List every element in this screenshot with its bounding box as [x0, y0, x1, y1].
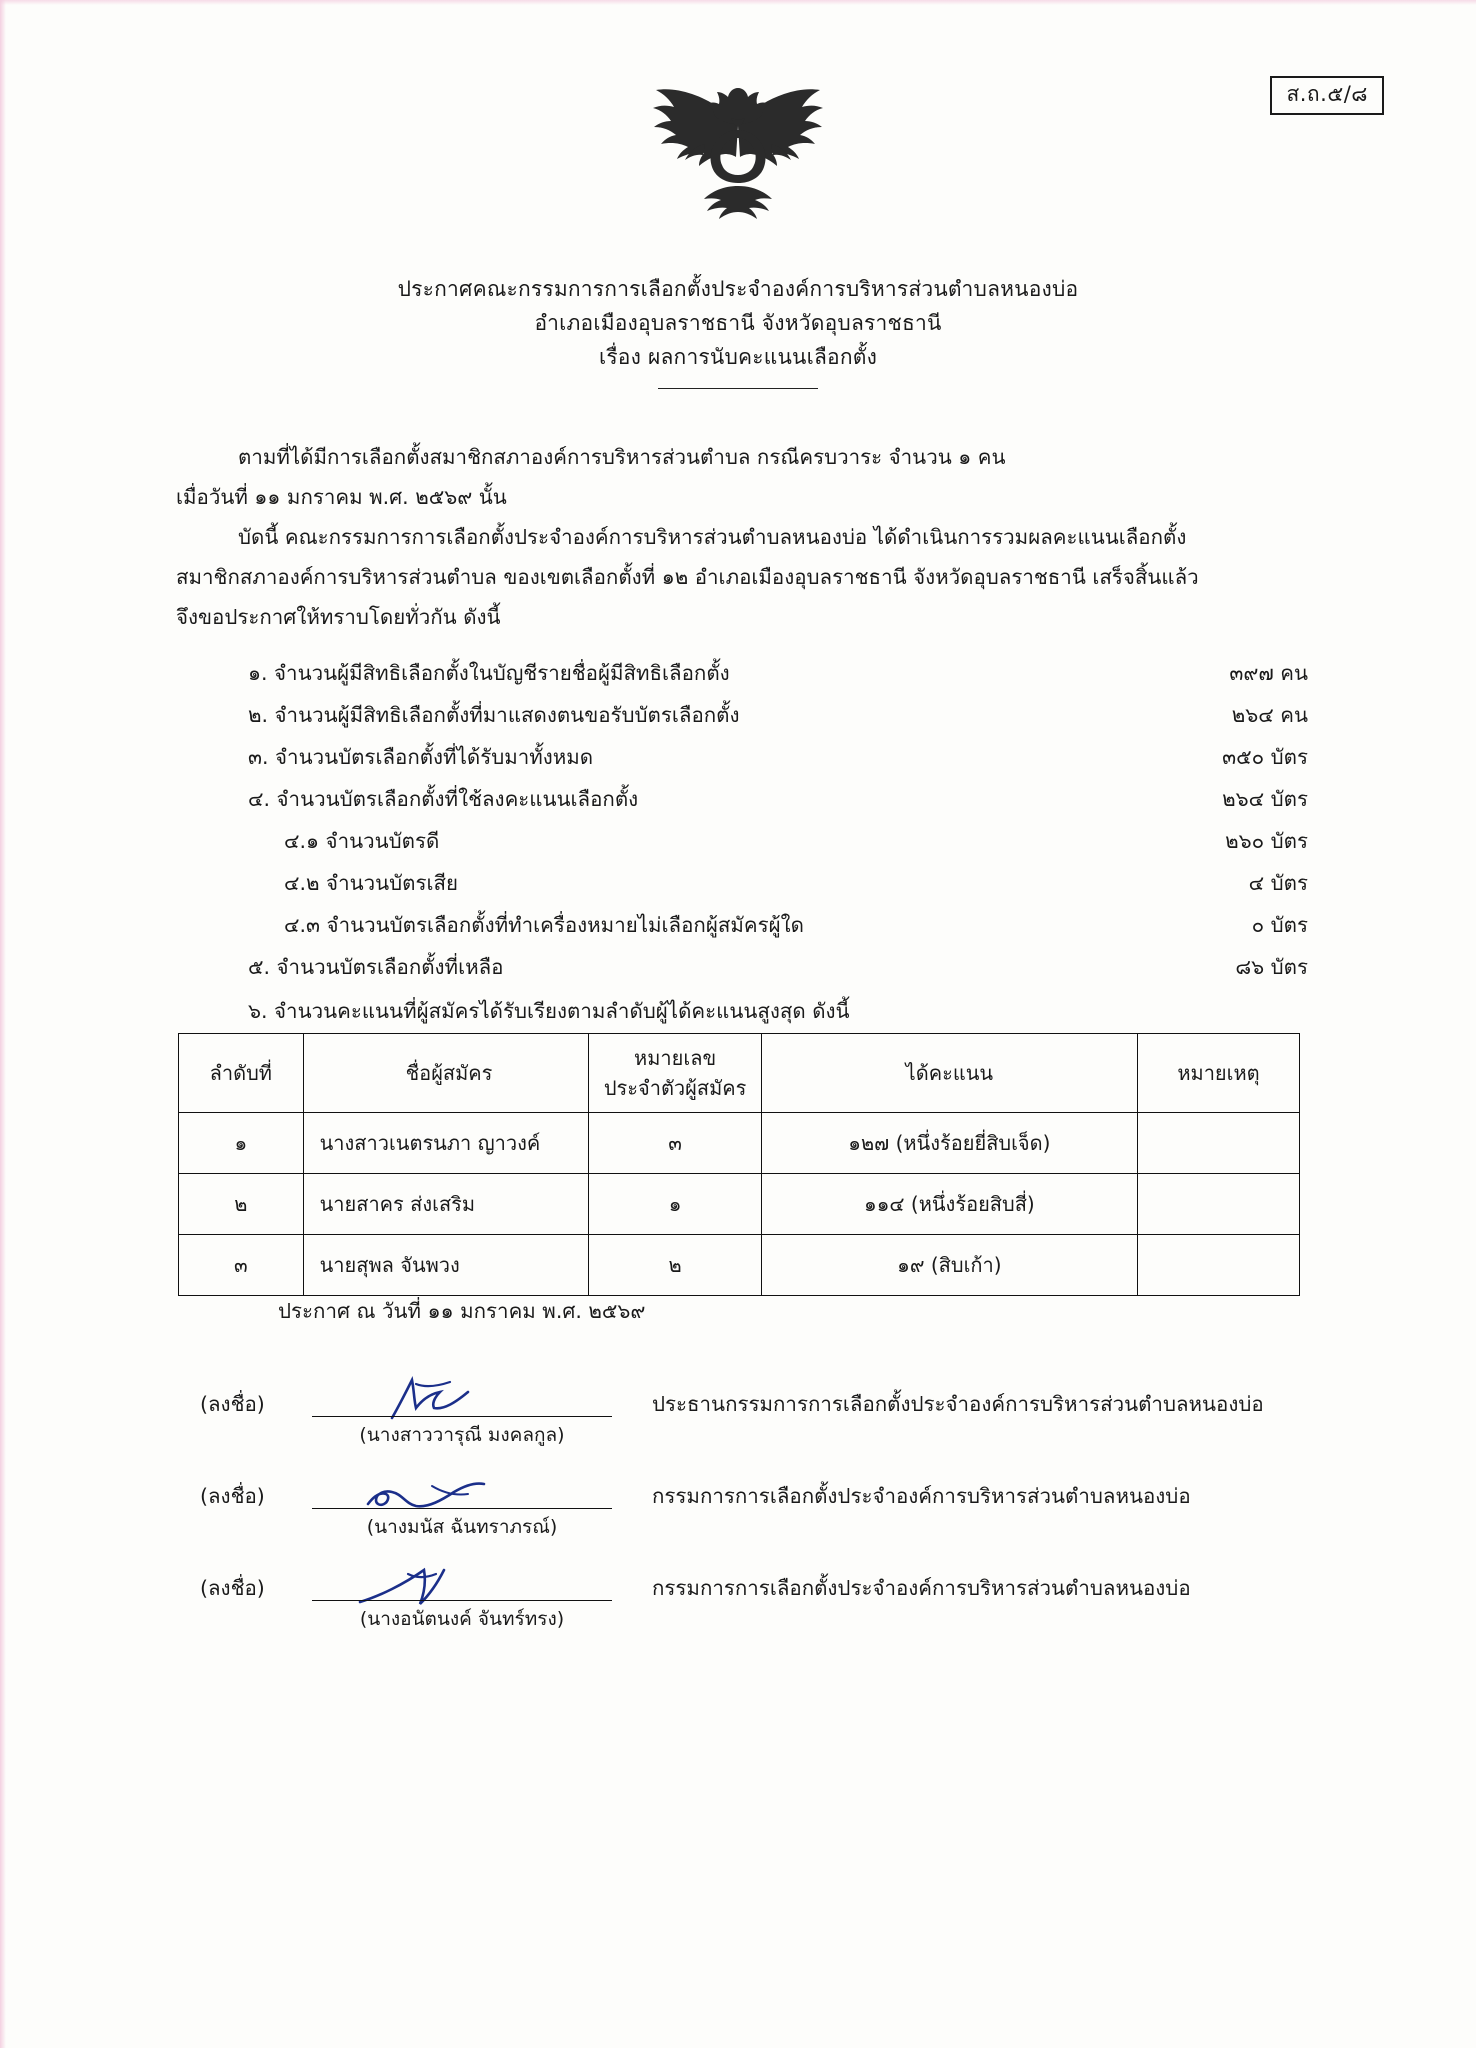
- list-item: [176, 820, 1326, 862]
- scan-edge-artifact-top: [0, 0, 1476, 5]
- cell-candidate-number: ๓: [589, 1113, 761, 1174]
- signature-row-3: [200, 1564, 1356, 1656]
- statistics-list: [176, 652, 1326, 1033]
- table-header-row: [179, 1034, 1300, 1113]
- form-code-box: ส.ถ.๕/๘: [1270, 76, 1384, 115]
- signatory-role: กรรมการการเลือกตั้งประจำองค์การบริหารส่วนตำบลหนองบ่อ: [652, 1484, 1191, 1508]
- stat-label: ๒. จำนวนผู้มีสิทธิเลือกตั้งที่มาแสดงตนขอรับบัตรเลือกตั้ง: [248, 702, 740, 727]
- stat-label: ๑. จำนวนผู้มีสิทธิเลือกตั้งในบัญชีรายชื่อผู้มีสิทธิเลือกตั้ง: [248, 660, 730, 685]
- cell-no: ๑: [179, 1113, 304, 1174]
- column-header-candidate-number: [589, 1034, 761, 1113]
- table-row: [179, 1113, 1300, 1174]
- stat-value: ๐ บัตร: [1251, 912, 1308, 937]
- stat-value: ๓๙๗ คน: [1229, 660, 1308, 685]
- cell-note: [1137, 1113, 1299, 1174]
- body-paragraph-3: บัดนี้ คณะกรรมการการเลือกตั้งประจำองค์การบริหารส่วนตำบลหนองบ่อ ได้ดำเนินการรวมผลคะแนนเลือกตั้ง: [238, 524, 1187, 549]
- stat-value: ๒๖๔ บัตร: [1222, 786, 1308, 811]
- column-header-candidate-number-line2: ประจำตัวผู้สมัคร: [603, 1076, 747, 1100]
- signatory-role: ประธานกรรมการการเลือกตั้งประจำองค์การบริหารส่วนตำบลหนองบ่อ: [652, 1392, 1264, 1416]
- stat-value: ๔ บัตร: [1248, 870, 1308, 895]
- cell-score: ๑๙ (สิบเก้า): [761, 1235, 1137, 1296]
- stat-value: ๒๖๐ บัตร: [1225, 828, 1308, 853]
- stat-value: ๒๖๔ คน: [1231, 702, 1308, 727]
- cell-candidate-number: ๑: [589, 1174, 761, 1235]
- cell-no: ๓: [179, 1235, 304, 1296]
- results-table: [178, 1033, 1300, 1296]
- stat-label-item-6: ๖. จำนวนคะแนนที่ผู้สมัครได้รับเรียงตามลำดับผู้ได้คะแนนสูงสุด ดังนี้: [248, 998, 850, 1023]
- signature-row-2: [200, 1472, 1356, 1564]
- cell-score: ๑๑๔ (หนึ่งร้อยสิบสี่): [761, 1174, 1137, 1235]
- column-header-name: ชื่อผู้สมัคร: [303, 1034, 589, 1113]
- signature-label: (ลงชื่อ): [200, 1392, 265, 1416]
- signature-label: (ลงชื่อ): [200, 1576, 265, 1600]
- stat-label: ๔. จำนวนบัตรเลือกตั้งที่ใช้ลงคะแนนเลือกตั้ง: [248, 786, 639, 811]
- stat-label: ๔.๑ จำนวนบัตรดี: [284, 828, 440, 853]
- cell-note: [1137, 1174, 1299, 1235]
- body-paragraph-2: เมื่อวันที่ ๑๑ มกราคม พ.ศ. ๒๕๖๙ นั้น: [176, 484, 507, 509]
- garuda-emblem-icon: [0, 78, 1476, 228]
- stat-label: ๓. จำนวนบัตรเลือกตั้งที่ได้รับมาทั้งหมด: [248, 744, 594, 769]
- signature-line: [312, 1508, 612, 1509]
- header-divider: [658, 388, 818, 389]
- signature-row-1: [200, 1380, 1356, 1472]
- stat-value: ๘๖ บัตร: [1235, 954, 1308, 979]
- cell-no: ๒: [179, 1174, 304, 1235]
- announcement-body: [176, 438, 1326, 1033]
- header-line-1: ประกาศคณะกรรมการการเลือกตั้งประจำองค์การบริหารส่วนตำบลหนองบ่อ: [397, 277, 1079, 301]
- column-header-score: ได้คะแนน: [761, 1034, 1137, 1113]
- list-item: [176, 862, 1326, 904]
- list-item: [176, 736, 1326, 778]
- cell-score: ๑๒๗ (หนึ่งร้อยยี่สิบเจ็ด): [761, 1113, 1137, 1174]
- cell-name: นางสาวเนตรนภา ญาวงค์: [303, 1113, 589, 1174]
- list-item: [176, 778, 1326, 820]
- signature-line: [312, 1416, 612, 1417]
- cell-name: นายสาคร ส่งเสริม: [303, 1174, 589, 1235]
- announcement-header: [0, 272, 1476, 389]
- signatory-name: (นางสาววารุณี มงคลกูล): [359, 1424, 565, 1446]
- signatory-role: กรรมการการเลือกตั้งประจำองค์การบริหารส่วนตำบลหนองบ่อ: [652, 1576, 1191, 1600]
- list-item: [176, 652, 1326, 694]
- stat-label: ๔.๒ จำนวนบัตรเสีย: [284, 870, 458, 895]
- signature-block: [200, 1380, 1356, 1656]
- cell-name: นายสุพล จันพวง: [303, 1235, 589, 1296]
- cell-note: [1137, 1235, 1299, 1296]
- stat-label: ๔.๓ จำนวนบัตรเลือกตั้งที่ทำเครื่องหมายไม่เลือกผู้สมัครผู้ใด: [284, 912, 804, 937]
- table-row: [179, 1235, 1300, 1296]
- column-header-note: หมายเหตุ: [1137, 1034, 1299, 1113]
- body-paragraph-5: จึงขอประกาศให้ทราบโดยทั่วกัน ดังนี้: [176, 604, 501, 629]
- column-header-no: ลำดับที่: [179, 1034, 304, 1113]
- signature-label: (ลงชื่อ): [200, 1484, 265, 1508]
- announcement-date: ประกาศ ณ วันที่ ๑๑ มกราคม พ.ศ. ๒๕๖๙: [278, 1299, 646, 1323]
- cell-candidate-number: ๒: [589, 1235, 761, 1296]
- list-item: [176, 946, 1326, 988]
- list-item: [176, 694, 1326, 736]
- header-line-3: เรื่อง ผลการนับคะแนนเลือกตั้ง: [598, 345, 878, 370]
- signatory-name: (นางอนัตนงค์ จันทร์ทรง): [359, 1608, 565, 1630]
- signatory-name: (นางมนัส ฉันทราภรณ์): [366, 1516, 558, 1538]
- body-paragraph-4: สมาชิกสภาองค์การบริหารส่วนตำบล ของเขตเลือกตั้งที่ ๑๒ อำเภอเมืองอุบลราชธานี จังหวัดอุบลราชธานี เสร็จสิ้นแล้ว: [176, 564, 1199, 589]
- signature-line: [312, 1600, 612, 1601]
- table-row: [179, 1174, 1300, 1235]
- stat-value: ๓๕๐ บัตร: [1222, 744, 1308, 769]
- header-line-2: อำเภอเมืองอุบลราชธานี จังหวัดอุบลราชธานี: [534, 311, 942, 336]
- list-item: [176, 904, 1326, 946]
- body-paragraph-1: ตามที่ได้มีการเลือกตั้งสมาชิกสภาองค์การบริหารส่วนตำบล กรณีครบวาระ จำนวน ๑ คน: [238, 445, 1006, 469]
- column-header-candidate-number-line1: หมายเลข: [634, 1046, 717, 1070]
- stat-label: ๕. จำนวนบัตรเลือกตั้งที่เหลือ: [248, 954, 504, 979]
